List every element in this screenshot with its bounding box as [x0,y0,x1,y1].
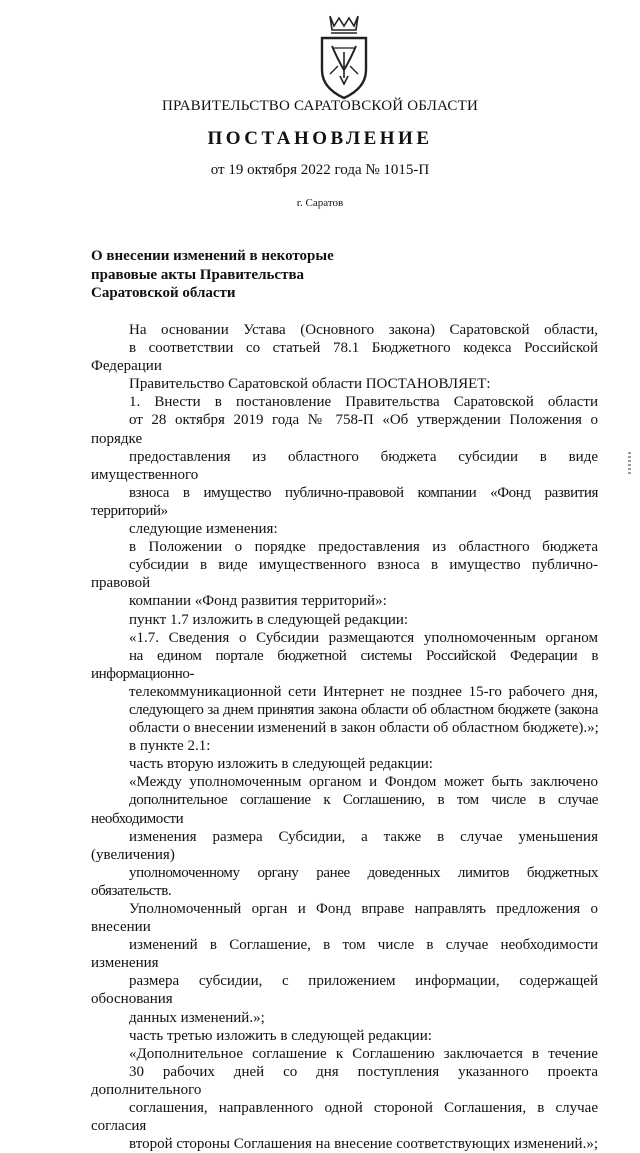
paragraph-part-two [91,755,598,773]
document-type: ПОСТАНОВЛЕНИЕ [207,128,433,149]
paragraph-quote-part-two [91,773,598,1026]
text-line: данных изменений.»; [129,1009,265,1026]
text-line: в Положении о порядке предоставления из областного бюджета [129,539,598,556]
text-line: «Между уполномоченным органом и Фондом может быть заключено [129,774,598,791]
text-line: 1. Внести в постановление Правительства Саратовской области [129,394,598,411]
text-line: 30 рабочих дней со дня поступления указанного проекта дополнительного [91,1063,598,1098]
government-name: ПРАВИТЕЛЬСТВО САРАТОВСКОЙ ОБЛАСТИ [161,98,479,114]
text-line: второй стороны Соглашения на внесение соответствующих изменений.»; [129,1136,598,1153]
text-line: компании «Фонд развития территорий»: [129,593,387,610]
paragraph-quote-part-three [91,1045,598,1153]
paragraph-part-three [91,1027,598,1045]
title-line: О внесении изменений в некоторые [91,248,334,264]
paragraph-item-1 [91,393,598,538]
text-line: предоставления из областного бюджета субсидии в виде имущественного [91,448,598,483]
paragraph-point-1-7 [91,611,598,629]
text-line: изменения размера Субсидии, а также в случае уменьшения (увеличения) [91,828,598,863]
text-line: На основании Устава (Основного закона) Саратовской области, [129,322,598,338]
document-city: г. Саратов [296,197,344,209]
text-line: часть вторую изложить в следующей редакции: [129,756,433,773]
text-line: следующие изменения: [129,521,278,538]
scan-artifact [628,452,631,476]
text-line: «Дополнительное соглашение к Соглашению заключается в течение [129,1045,598,1062]
text-line: области о внесении изменений в закон области об областном бюджете).»; [129,720,599,737]
text-line: Правительство Саратовской области ПОСТАНОВЛЯЕТ: [129,376,491,393]
text-line: размера субсидии, с приложением информации, содержащей обоснования [91,973,598,1008]
text-line: изменений в Соглашение, в том числе в случае необходимости изменения [91,937,598,972]
text-line: в соответствии со статьей 78.1 Бюджетного кодекса Российской Федерации [91,340,598,375]
text-line: телекоммуникационной сети Интернет не позднее 15-го рабочего дня, [129,683,598,700]
text-line: взноса в имущество публично-правовой компании «Фонд развития территорий» [91,484,598,519]
text-line: часть третью изложить в следующей редакции: [129,1027,432,1044]
document-date-number: от 19 октября 2022 года № 1015-П [210,162,430,178]
document-body [91,321,598,1153]
title-line: правовые акты Правительства [91,266,305,283]
paragraph-basis [91,321,598,393]
document-title [91,247,391,303]
paragraph-point-2-1 [91,737,598,755]
text-line: Уполномоченный орган и Фонд вправе направлять предложения о внесении [91,901,598,936]
text-line: пункт 1.7 изложить в следующей редакции: [129,611,409,628]
text-line: соглашения, направленного одной стороной Соглашения, в случае согласия [91,1100,598,1135]
text-line: на едином портале бюджетной системы Российской Федерации в информационно- [91,647,598,682]
text-line: следующего за днем принятия закона области об областном бюджете (закона [129,701,598,718]
text-line: дополнительное соглашение к Соглашению, в том числе в случае необходимости [91,792,598,827]
text-line: субсидии в виде имущественного взноса в имущество публично-правовой [91,557,598,592]
text-line: уполномоченному органу ранее доведенных лимитов бюджетных обязательств. [91,864,598,899]
text-line: в пункте 2.1: [129,738,211,755]
text-line: «1.7. Сведения о Субсидии размещаются уполномоченным органом [129,629,598,646]
text-line: от 28 октября 2019 года № 758-П «Об утверждении Положения о порядке [91,412,598,447]
paragraph-regulation [91,538,598,610]
paragraph-quote-1-7 [91,629,598,738]
saratov-coat-of-arms-icon [316,12,372,100]
title-line: Саратовской области [91,285,236,301]
